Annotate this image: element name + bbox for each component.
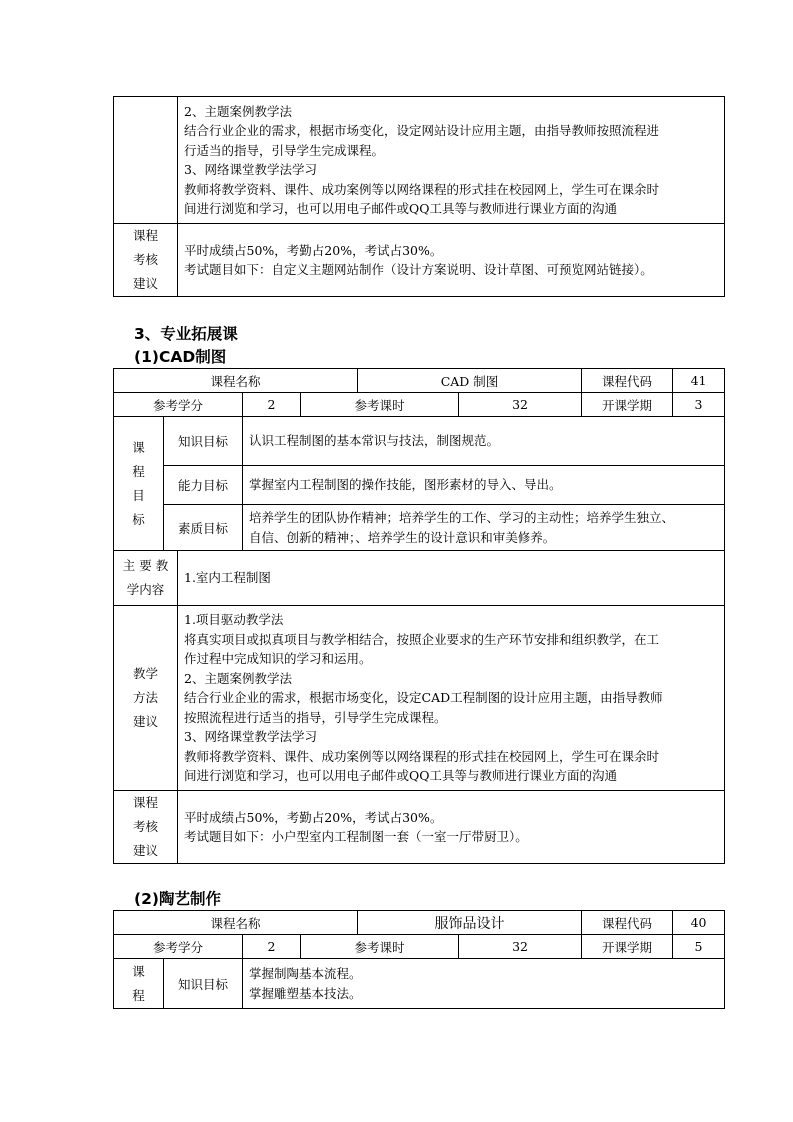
method-line: 行适当的指导，引导学生完成课程。 bbox=[184, 142, 385, 158]
knowledge-label: 知识目标 bbox=[164, 417, 243, 466]
hours-value: 32 bbox=[459, 393, 582, 417]
assess-label-cell bbox=[114, 791, 178, 864]
assess-label: 考核 bbox=[132, 819, 158, 834]
assess-label: 课程 bbox=[132, 795, 158, 810]
term-label: 开课学期 bbox=[582, 935, 673, 959]
course1-table bbox=[113, 368, 725, 551]
top-course-table bbox=[113, 96, 725, 297]
hours-label: 参考课时 bbox=[301, 935, 459, 959]
course-code-value: 40 bbox=[673, 911, 725, 935]
method-line: 间进行浏览和学习，也可以用电子邮件或QQ工具等与教师进行课业方面的沟通 bbox=[184, 768, 617, 784]
method-line: 3、网络课堂教学法学习 bbox=[184, 729, 317, 745]
course2-heading: (2)陶艺制作 bbox=[134, 890, 221, 908]
assess-content-cell bbox=[178, 224, 725, 297]
term-label: 开课学期 bbox=[582, 393, 673, 417]
method-label: 建议 bbox=[132, 714, 158, 729]
assess-label-cell bbox=[114, 224, 178, 297]
assess-label: 考核 bbox=[132, 252, 158, 267]
assess-line: 平时成绩占50%，考勤占20%，考试占30%。 bbox=[184, 809, 443, 825]
course-name-value: 服饰品设计 bbox=[358, 911, 582, 935]
term-value: 5 bbox=[673, 935, 725, 959]
goal-label-cell bbox=[114, 417, 164, 551]
method-line: 3、网络课堂教学法学习 bbox=[184, 162, 317, 177]
knowledge-line: 掌握雕塑基本技法。 bbox=[249, 985, 362, 1001]
assess-label: 建议 bbox=[132, 843, 158, 858]
assess-label: 课程 bbox=[132, 228, 158, 243]
assess-line: 考试题目如下：自定义主题网站制作（设计方案说明、设计草图、可预览网站链接）。 bbox=[184, 262, 653, 277]
method-content-cell bbox=[178, 97, 725, 224]
course2-table bbox=[113, 910, 725, 1009]
assess-line: 平时成绩占50%，考勤占20%，考试占30%。 bbox=[184, 242, 443, 258]
course1-lower-table bbox=[113, 550, 725, 864]
content-label-cell bbox=[114, 551, 178, 606]
course-code-label: 课程代码 bbox=[582, 369, 673, 393]
ability-value: 掌握室内工程制图的操作技能，图形素材的导入、导出。 bbox=[243, 466, 725, 505]
method-line: 将真实项目或拟真项目与教学相结合，按照企业要求的生产环节安排和组织教学，在工 bbox=[184, 631, 660, 647]
hours-label: 参考课时 bbox=[301, 393, 459, 417]
method-line: 作过程中完成知识的学习和运用。 bbox=[184, 651, 372, 667]
goal-label: 程 bbox=[132, 987, 145, 1003]
method-line: 按照流程进行适当的指导，引导学生完成课程。 bbox=[184, 709, 447, 725]
method-label: 方法 bbox=[132, 690, 158, 705]
goal-label: 程 bbox=[132, 463, 145, 479]
method-line: 2、主题案例教学法 bbox=[184, 103, 292, 119]
credit-label: 参考学分 bbox=[114, 935, 243, 959]
content-label: 主 要 教 bbox=[122, 558, 169, 573]
course-name-label: 课程名称 bbox=[114, 911, 358, 935]
goal-label: 标 bbox=[132, 511, 145, 527]
quality-value bbox=[243, 505, 725, 551]
content-value: 1.室内工程制图 bbox=[178, 551, 725, 606]
course-name-value: CAD 制图 bbox=[358, 369, 582, 393]
assess-line: 考试题目如下：小户型室内工程制图一套（一室一厅带厨卫）。 bbox=[184, 829, 528, 844]
hours-value: 32 bbox=[459, 935, 582, 959]
method-content-cell bbox=[178, 606, 725, 791]
ability-label: 能力目标 bbox=[164, 466, 243, 505]
credit-value: 2 bbox=[243, 393, 301, 417]
assess-content-cell bbox=[178, 791, 725, 864]
method-line: 间进行浏览和学习，也可以用电子邮件或QQ工具等与教师进行课业方面的沟通 bbox=[184, 201, 617, 216]
method-line: 结合行业企业的需求，根据市场变化，设定CAD工程制图的设计应用主题，由指导教师 bbox=[184, 690, 663, 706]
credit-label: 参考学分 bbox=[114, 393, 243, 417]
knowledge-value bbox=[243, 959, 725, 1009]
method-label: 教学 bbox=[132, 666, 158, 681]
content-label: 学内容 bbox=[126, 582, 165, 597]
method-line: 2、主题案例教学法 bbox=[184, 670, 292, 686]
quality-line: 培养学生的团队协作精神；培养学生的工作、学习的主动性；培养学生独立、 bbox=[249, 510, 675, 525]
method-label-cell bbox=[114, 606, 178, 791]
quality-label: 素质目标 bbox=[164, 505, 243, 551]
goal-label-cell bbox=[114, 959, 164, 1009]
knowledge-value: 认识工程制图的基本常识与技法，制图规范。 bbox=[243, 417, 725, 466]
section-title: 3、专业拓展课 bbox=[134, 325, 238, 343]
goal-label: 课 bbox=[132, 963, 145, 979]
course-name-label: 课程名称 bbox=[114, 369, 358, 393]
course-code-value: 41 bbox=[673, 369, 725, 393]
knowledge-label: 知识目标 bbox=[164, 959, 243, 1009]
method-line: 1.项目驱动教学法 bbox=[184, 612, 284, 628]
goal-label: 目 bbox=[132, 487, 145, 503]
course-code-label: 课程代码 bbox=[582, 911, 673, 935]
term-value: 3 bbox=[673, 393, 725, 417]
credit-value: 2 bbox=[243, 935, 301, 959]
quality-line: 自信、创新的精神；、培养学生的设计意识和审美修养。 bbox=[249, 529, 556, 545]
method-line: 结合行业企业的需求，根据市场变化，设定网站设计应用主题，由指导教师按照流程进 bbox=[184, 123, 660, 138]
knowledge-line: 掌握制陶基本流程。 bbox=[249, 966, 362, 981]
assess-label: 建议 bbox=[132, 276, 158, 291]
method-line: 教师将教学资料、课件、成功案例等以网络课程的形式挂在校园网上，学生可在课余时 bbox=[184, 748, 660, 764]
course1-heading: (1)CAD制图 bbox=[134, 348, 227, 366]
goal-label: 课 bbox=[132, 439, 145, 455]
method-line: 教师将教学资料、课件、成功案例等以网络课程的形式挂在校园网上，学生可在课余时 bbox=[184, 181, 660, 197]
method-label-cell bbox=[114, 97, 178, 224]
